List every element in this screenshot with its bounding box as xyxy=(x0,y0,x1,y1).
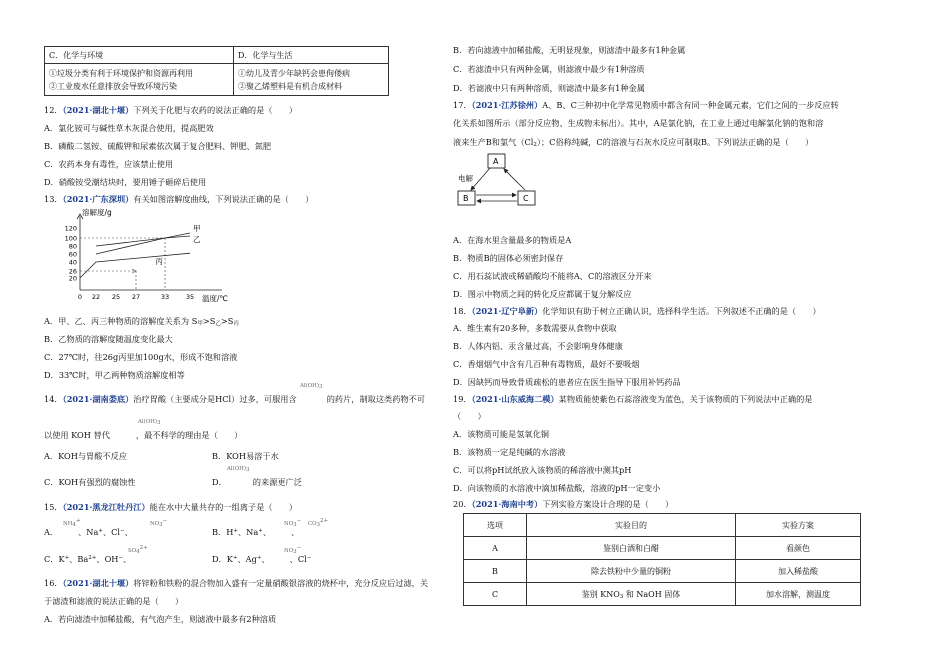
q16-num: 16． xyxy=(44,578,63,588)
q20-row-a-opt: A xyxy=(464,537,527,560)
q15-d-cl-sup: − xyxy=(306,555,312,561)
q19-num: 19． xyxy=(453,394,472,404)
q14-text-b: 的药片，制取这类药物不可 xyxy=(326,394,425,404)
q15-b-no3-sup: − xyxy=(296,518,302,524)
q14-num: 14． xyxy=(44,394,63,404)
q14-option-c: C．KOH有强烈的腐蚀性 xyxy=(44,477,136,487)
q15-d-no3-sub: 3 xyxy=(293,549,297,555)
q17-stem3-a: 液来生产B和氯气（Cl xyxy=(453,137,534,147)
q20-table-header xyxy=(464,514,861,537)
q15-a-nh4: NH xyxy=(63,521,73,527)
q20-row-c-opt: C xyxy=(464,583,527,606)
q15-a-ghost-no3 xyxy=(150,518,167,528)
q15-c-ba: 、Ba xyxy=(69,554,89,564)
x-tick-label: 27 xyxy=(131,293,141,301)
table-right-line-1: ①幼儿及青少年缺钙会患佝偻病 xyxy=(238,69,350,78)
q15-c-k: C．K xyxy=(44,554,65,564)
node-c-label: C xyxy=(523,194,529,203)
q15-b-na-sup: + xyxy=(258,528,263,534)
q17-stem-3 xyxy=(453,137,813,151)
q17-stem3-sub: 2 xyxy=(533,142,537,148)
q20-stem xyxy=(453,499,673,510)
q20-text: 下列实验方案设计合理的是（ ） xyxy=(542,499,674,509)
q20-row-c-goal-sub: 3 xyxy=(619,593,624,600)
x-tick-label: 22 xyxy=(91,293,101,301)
y-tick-label: 60 xyxy=(68,250,77,259)
q15-a-cl: 、Cl xyxy=(102,527,121,537)
table-right-line-2: ②聚乙烯塑料是有机合成材料 xyxy=(238,82,342,91)
q15-option-d xyxy=(212,553,311,565)
q19-stem-2: （ ） xyxy=(453,411,486,421)
q17-stem-2: 化关系如图所示（部分反应物、生成物未标出）。其中，A是氯化钠，在工业上通过电解氯化钠的饱和溶 xyxy=(453,118,824,128)
q15-option-b xyxy=(212,526,299,538)
q13-a-text: A．甲、乙、丙三种物质的溶解度关系为 S xyxy=(44,316,198,326)
table-left-line-2: ②工业废水任意排放会导致环境污染 xyxy=(49,82,177,91)
q19-option-a: A．该物质可能是氢氧化铜 xyxy=(453,429,549,439)
q14-line2-b: ，最不科学的理由是（ ） xyxy=(135,430,243,440)
x-tick-label: 33 xyxy=(160,293,170,301)
y-tick-label: 20 xyxy=(68,274,77,283)
q17-stem xyxy=(453,100,839,111)
q20-row-c-plan: 加水溶解，测温度 xyxy=(736,583,861,606)
q14-option-a: A．KOH与胃酸不反应 xyxy=(44,451,127,461)
q19-stem xyxy=(453,394,812,405)
q15-c-so4-sub: 4 xyxy=(136,549,140,555)
q14-formula-ghost-1 xyxy=(300,383,322,390)
q20-row-c-goal-b: 和 NaOH 固体 xyxy=(623,589,681,599)
q13-a-sub3: 丙 xyxy=(233,321,239,327)
q14-text-a: 治疗胃酸（主要成分是HCl）过多，可服用含 xyxy=(133,394,297,404)
q19-option-b: B．该物质一定是纯碱的水溶液 xyxy=(453,447,566,457)
q20-col-option: 选项 xyxy=(464,514,527,537)
q16-tag: （2021·湖北十堰） xyxy=(62,578,134,588)
q17-relation-diagram xyxy=(456,150,556,216)
y-tick-label: 80 xyxy=(68,242,77,251)
q12-option-a: A．氯化铵可与碱性草木灰混合使用，提高肥效 xyxy=(44,123,214,133)
q15-a-na: 、Na xyxy=(78,527,99,537)
q15-b-no3: NO xyxy=(284,521,294,527)
q15-d-no3-sup: − xyxy=(296,545,302,551)
q19-option-d: D．向该物质的水溶液中滴加稀盐酸，溶液的pH一定变小 xyxy=(453,483,661,493)
q20-row-b-opt: B xyxy=(464,560,527,583)
q15-d-k: D．K xyxy=(212,554,233,564)
q14-line2-a: 以使用 KOH 替代 xyxy=(44,430,110,440)
q15-a-no3: NO xyxy=(150,521,160,527)
series-line-丙 xyxy=(80,253,190,278)
q14-option-b: B．KOH易溶于水 xyxy=(212,451,279,461)
q15-a-sep: 、 xyxy=(124,527,133,537)
series-line-乙 xyxy=(96,236,190,246)
q13-option-a xyxy=(44,316,239,330)
y-tick-label: 120 xyxy=(64,224,77,233)
q15-a-cl-sup: − xyxy=(120,528,125,534)
q17-stem3-b: ）；C俗称纯碱，C的溶液与石灰水反应可制取B。下列说法正确的是（ ） xyxy=(536,137,814,147)
q15-stem xyxy=(44,502,297,513)
q16-option-c: C．若滤渣中只有两种金属，则滤液中最少有1种溶质 xyxy=(453,64,645,74)
q20-row-b-goal: 除去铁粉中少量的铜粉 xyxy=(527,560,736,583)
q14-stem xyxy=(44,394,425,405)
x-tick-label: 25 xyxy=(111,293,121,301)
q12-stem xyxy=(44,105,297,116)
q17-num: 17． xyxy=(453,100,472,110)
q17-text: A、B、C三种初中化学常见物质中都含有同一种金属元素，它们之间的一步反应转 xyxy=(542,100,839,110)
q13-a-sub2: 乙 xyxy=(215,321,221,327)
q19-text: 某物质能使紫色石蕊溶液变为蓝色，关于该物质的下列说法中正确的是 xyxy=(558,394,813,404)
q15-option-c xyxy=(44,553,131,565)
table-cell-left xyxy=(45,64,234,96)
q15-b-sep2: 、 xyxy=(291,527,300,537)
q17-tag: （2021·江苏徐州） xyxy=(471,100,543,110)
x-tick-label: 35 xyxy=(185,293,195,301)
q15-tag: （2021·黑龙江牡丹江） xyxy=(62,502,150,512)
arrow-c-to-a xyxy=(504,169,525,190)
q14-option-d xyxy=(212,477,302,488)
q14-formula-ghost-2 xyxy=(138,419,160,426)
q18-option-d: D．因缺钙而导致骨质疏松的患者应在医生指导下服用补钙药品 xyxy=(453,377,681,387)
q14-formula-1-sub: 3 xyxy=(318,384,323,390)
table-row xyxy=(464,560,861,583)
q19-option-c: C．可以将pH试纸放入该物质的稀溶液中测其pH xyxy=(453,465,632,475)
series-label-甲: 甲 xyxy=(193,224,201,233)
node-a-label: A xyxy=(493,157,499,166)
q14-formula-1: Al(OH) xyxy=(300,383,319,389)
q14-d-label: D． xyxy=(212,477,227,487)
q20-table xyxy=(463,513,861,606)
q15-b-co3-sub: 3 xyxy=(316,522,321,528)
q13-option-c: C．27℃时，往26g丙里加100g水，形成不饱和溶液 xyxy=(44,352,238,362)
node-b-label: B xyxy=(463,194,469,203)
q13-option-b: B．乙物质的溶解度随温度变化最大 xyxy=(44,334,173,344)
q15-b-h: B．H xyxy=(212,527,234,537)
q20-tag: （2021·海南中考） xyxy=(471,499,543,509)
q20-col-plan: 实验方案 xyxy=(736,514,861,537)
q16-stem xyxy=(44,578,428,589)
q15-a-label: A． xyxy=(44,527,59,537)
q12-option-c: C．农药本身有毒性，应该禁止使用 xyxy=(44,159,174,169)
q14-formula-2: Al(OH) xyxy=(138,419,157,425)
q15-d-ag: 、Ag xyxy=(237,554,257,564)
q18-num: 18． xyxy=(453,306,472,316)
q15-a-nh4-sup: + xyxy=(75,518,81,524)
q18-tag: （2021·辽宁阜新） xyxy=(471,306,543,316)
q12-text: 下列关于化肥与农药的说法正确的是（ ） xyxy=(133,105,298,115)
table-head-right: D．化学与生活 xyxy=(234,47,389,64)
series-label-乙: 乙 xyxy=(193,235,201,244)
q18-option-c: C．香烟烟气中含有几百种有毒物质，最好不要吸烟 xyxy=(453,359,640,369)
top-comparison-table xyxy=(44,46,389,96)
q14-tag: （2021·湖南娄底） xyxy=(62,394,134,404)
q15-c-sep: 、 xyxy=(123,554,132,564)
table-head-left: C．化学与环境 xyxy=(45,47,234,64)
q15-c-oh: 、OH xyxy=(96,554,119,564)
q13-a-mid2: >S xyxy=(220,316,234,326)
q13-text: 有关如图溶解度曲线，下列说法正确的是（ ） xyxy=(133,194,314,204)
q16-option-a: A．若向滤渣中加稀盐酸，有气泡产生，则滤液中最多有2种溶质 xyxy=(44,614,277,624)
q15-num: 15． xyxy=(44,502,63,512)
q14-line2 xyxy=(44,430,242,441)
q15-b-ghost-co3 xyxy=(308,518,328,528)
q15-c-k-sup: + xyxy=(64,555,70,561)
q14-formula-3-sub: 3 xyxy=(245,467,250,473)
q15-b-co3-sup: 2+ xyxy=(320,518,329,524)
q15-d-k-sup: + xyxy=(232,555,238,561)
chart-guides xyxy=(80,238,165,290)
q15-a-na-sup: + xyxy=(98,528,103,534)
q20-row-a-goal: 鉴别白酒和白醋 xyxy=(527,537,736,560)
q14-formula-2-sub: 3 xyxy=(156,420,161,426)
q20-row-c-goal-a: 鉴别 KNO xyxy=(581,589,620,599)
series-line-甲 xyxy=(96,233,190,254)
q15-d-no3: NO xyxy=(284,548,294,554)
q15-a-nh4-sub: 4 xyxy=(72,522,76,528)
q14-formula-ghost-3 xyxy=(227,466,249,473)
q17-option-a: A．在海水里含量最多的物质是A xyxy=(453,235,572,245)
q12-option-b: B．磷酸二氢铵、硫酸钾和尿素依次属于复合肥料、钾肥、氮肥 xyxy=(44,141,272,151)
q15-c-so4-sup: 2+ xyxy=(139,545,148,551)
q12-tag: （2021·湖北十堰） xyxy=(62,105,134,115)
q17-option-d: D．图示中物质之间的转化反应都属于复分解反应 xyxy=(453,289,632,299)
x-tick-label: 0 xyxy=(77,293,83,301)
q16-stem-2: 于滤渣和滤液的说法正确的是（ ） xyxy=(44,596,184,606)
q20-num: 20． xyxy=(453,499,472,509)
chart-xlabel: 温度/℃ xyxy=(202,294,228,302)
q20-row-a-plan: 看颜色 xyxy=(736,537,861,560)
q13-stem xyxy=(44,194,313,205)
q15-option-a xyxy=(44,526,133,538)
q15-d-sep: 、 xyxy=(261,554,270,564)
q13-tag: （2021·广东深圳） xyxy=(62,194,134,204)
q13-a-mid: >S xyxy=(202,316,216,326)
q19-tag: （2021·山东威海二模） xyxy=(471,394,559,404)
q15-c-ba-sup: 2+ xyxy=(88,555,97,561)
q15-text: 能在水中大量共存的一组离子是（ ） xyxy=(149,502,298,512)
q16-option-d: D．若滤液中只有两种溶质，则滤渣中最多有1种金属 xyxy=(453,83,645,93)
q20-row-c-goal xyxy=(527,583,736,606)
q18-stem xyxy=(453,306,821,317)
q15-a-no3-sup: − xyxy=(162,518,168,524)
q15-c-so4: SO xyxy=(128,548,137,554)
y-tick-label: 26 xyxy=(68,267,77,276)
q15-a-no3-sub: 3 xyxy=(159,522,163,528)
table-left-line-1: ①垃圾分类有利于环境保护和资源再利用 xyxy=(49,69,193,78)
arrow-a-to-b xyxy=(471,168,490,190)
q18-option-a: A．维生素有20多种，多数需要从食物中获取 xyxy=(453,323,617,333)
q13-a-sub1: 甲 xyxy=(197,321,203,327)
q20-col-goal: 实验目的 xyxy=(527,514,736,537)
q15-b-co3: CO xyxy=(308,521,317,527)
q15-d-cl: 、Cl xyxy=(289,554,307,564)
q14-d-text: 的来源更广泛 xyxy=(252,477,302,487)
q17-option-c: C．用石蕊试液或稀硝酸均不能将A、C的溶液区分开来 xyxy=(453,271,652,281)
table-cell-right xyxy=(234,64,389,96)
q15-b-sep1: 、 xyxy=(262,527,272,537)
y-tick-label: 100 xyxy=(64,234,77,243)
q13-num: 13． xyxy=(44,194,63,204)
q18-text: 化学知识有助于树立正确认识，选择科学生活。下列叙述不正确的是（ ） xyxy=(542,306,821,316)
q16-text: 将锌粉和铁粉的混合物加入盛有一定量硝酸银溶液的烧杯中，充分反应后过滤，关 xyxy=(133,578,429,588)
q17-option-b: B．物质B的固体必须密封保存 xyxy=(453,253,564,263)
q12-option-d: D．硝酸铵受潮结块时，要用锤子砸碎后使用 xyxy=(44,177,207,187)
q14-formula-3: Al(OH) xyxy=(227,466,246,472)
chart-ylabel: 溶解度/g xyxy=(82,208,112,217)
q15-b-no3-sub: 3 xyxy=(293,522,297,528)
chart-series xyxy=(80,224,201,278)
q12-num: 12． xyxy=(44,105,63,115)
y-tick-label: 40 xyxy=(68,258,77,267)
solubility-chart xyxy=(52,206,252,302)
q15-d-ag-sup: + xyxy=(256,555,262,561)
q15-b-h-sup: + xyxy=(233,528,238,534)
q18-option-b: B．人体内铝、汞含量过高，不会影响身体健康 xyxy=(453,341,623,351)
table-row xyxy=(464,537,861,560)
series-label-丙: 丙 xyxy=(155,257,163,267)
electrolysis-label: 电解 xyxy=(458,174,473,183)
q13-option-d: D．33℃时，甲乙两种物质溶解度相等 xyxy=(44,370,185,380)
table-row xyxy=(464,583,861,606)
q20-row-b-plan: 加入稀盐酸 xyxy=(736,560,861,583)
q15-b-na: 、Na xyxy=(237,527,259,537)
q15-c-oh-sup: − xyxy=(118,555,124,561)
q16-option-b: B．若向滤液中加稀盐酸，无明显现象，则滤渣中最多有1种金属 xyxy=(453,45,686,55)
